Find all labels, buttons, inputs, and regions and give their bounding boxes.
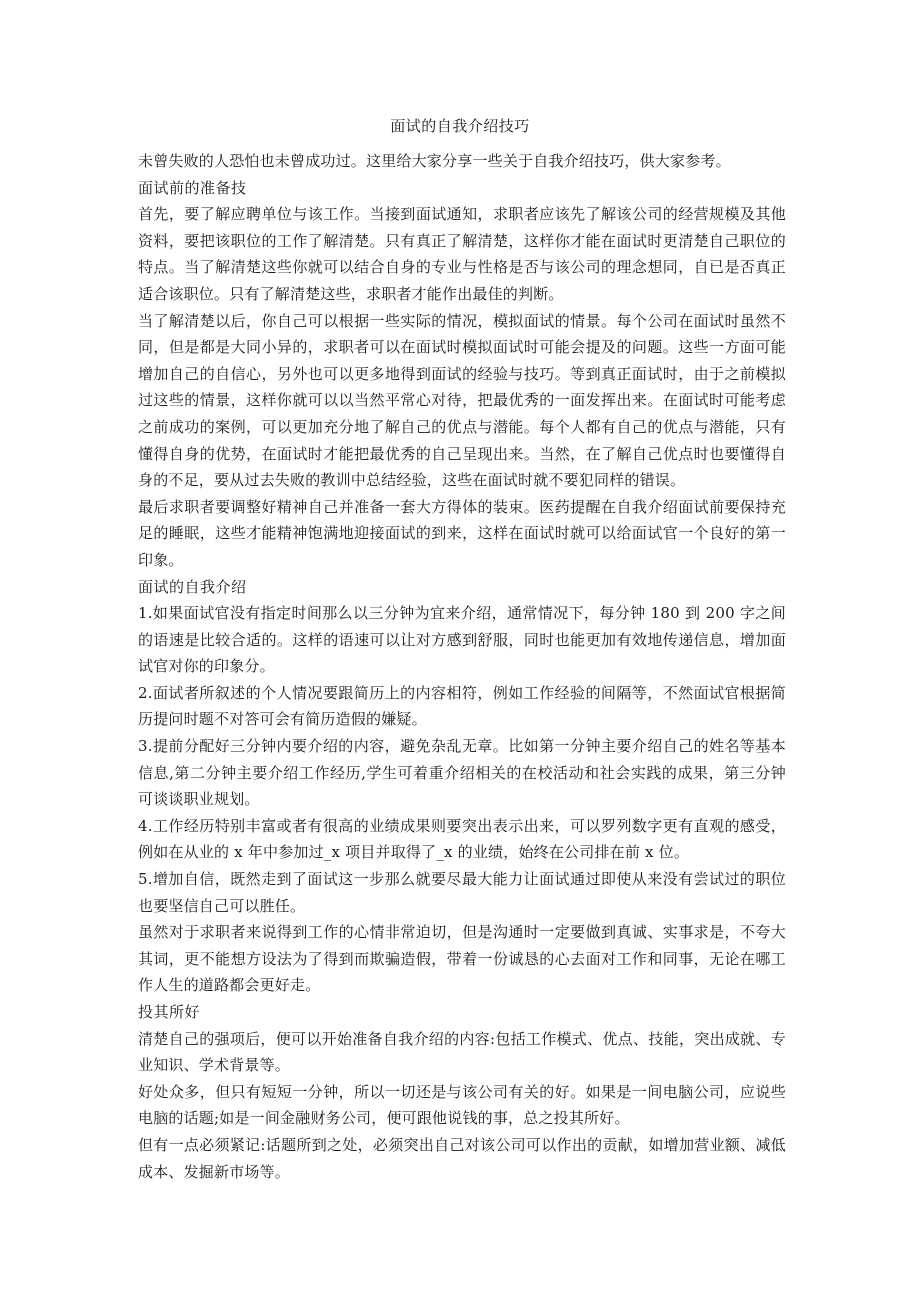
body-paragraph: 虽然对于求职者来说得到工作的心情非常迫切，但是沟通时一定要做到真诚、实事求是，不夸大其词，更不能想方设法为了得到而欺骗造假，带着一份诚恳的心去面对工作和同事，无论在哪工作人生的道路都会更好走。 <box>138 923 786 995</box>
list-item: 3.提前分配好三分钟内要介绍的内容，避免杂乱无章。比如第一分钟主要介绍自己的姓名等基本信息,第二分钟主要介绍工作经历,学生可着重介绍相关的在校活动和社会实践的成果，第三分钟可谈谈职业规划。 <box>138 737 786 809</box>
body-paragraph: 好处众多，但只有短短一分钟，所以一切还是与该公司有关的好。如果是一间电脑公司，应说些电脑的话题;如是一间金融财务公司，便可跟他说钱的事，总之投其所好。 <box>138 1082 786 1128</box>
body-paragraph: 清楚自己的强项后，便可以开始准备自我介绍的内容:包括工作模式、优点、技能，突出成就、专业知识、学术背景等。 <box>138 1029 786 1075</box>
section-heading: 面试前的准备技 <box>138 178 247 197</box>
document-title: 面试的自我介绍技巧 <box>390 117 530 135</box>
document-body <box>138 148 786 1185</box>
body-paragraph: 但有一点必须紧记:话题所到之处，必须突出自己对该公司可以作出的贡献，如增加营业额、减低成本、发掘新市场等。 <box>138 1135 786 1181</box>
list-item: 1.如果面试官没有指定时间那么以三分钟为宜来介绍，通常情况下，每分钟 180 到 200 字之间的语速是比较合适的。这样的语速可以让对方感到舒服，同时也能更加有效地传递信息，增加面试官对你的印象分。 <box>138 604 786 676</box>
body-paragraph: 最后求职者要调整好精神自己并准备一套大方得体的装束。医药提醒在自我介绍面试前要保持充足的睡眠，这些才能精神饱满地迎接面试的到来，这样在面试时就可以给面试官一个良好的第一印象。 <box>138 497 786 569</box>
section-heading: 面试的自我介绍 <box>138 577 247 596</box>
list-item: 4.工作经历特别丰富或者有很高的业绩成果则要突出表示出来，可以罗列数字更有直观的感受，例如在从业的 x 年中参加过_x 项目并取得了_x 的业绩，始终在公司排在前 x 位。 <box>138 816 786 862</box>
body-paragraph: 当了解清楚以后，你自己可以根据一些实际的情况，模拟面试的情景。每个公司在面试时虽然不同，但是都是大同小异的，求职者可以在面试时模拟面试时可能会提及的问题。这些一方面可能增加自己的自信心，另外也可以更多地得到面试的经验与技巧。等到真正面试时，由于之前模拟过这些的情景，这样你就可以以当然平常心对待，把最优秀的一面发挥出来。在面试时可能考虑之前成功的案例，可以更加充分地了解自己的优点与潜能。每个人都有自己的优点与潜能，只有懂得自身的优势，在面试时才能把最优秀的自己呈现出来。当然，在了解自己优点时也要懂得自身的不足，要从过去失败的教训中总结经验，这些在面试时就不要犯同样的错误。 <box>138 311 786 490</box>
list-item: 2.面试者所叙述的个人情况要跟简历上的内容相符，例如工作经验的间隔等，不然面试官根据简历提问时题不对答可会有简历造假的嫌疑。 <box>138 683 786 729</box>
section-heading: 投其所好 <box>138 1003 201 1021</box>
intro-paragraph: 未曾失败的人恐怕也未曾成功过。这里给大家分享一些关于自我介绍技巧，供大家参考。 <box>138 152 731 170</box>
list-item: 5.增加自信，既然走到了面试这一步那么就要尽最大能力让面试通过即使从来没有尝试过的职位也要坚信自己可以胜任。 <box>138 870 786 915</box>
body-paragraph: 首先，要了解应聘单位与该工作。当接到面试通知，求职者应该先了解该公司的经营规模及其他资料，要把该职位的工作了解清楚。只有真正了解清楚，这样你才能在面试时更清楚自己职位的特点。当了解清楚这些你就可以结合自身的专业与性格是否与该公司的理念想同，自已是否真正适合该职位。只有了解清楚这些，求职者才能作出最佳的判断。 <box>138 205 786 303</box>
